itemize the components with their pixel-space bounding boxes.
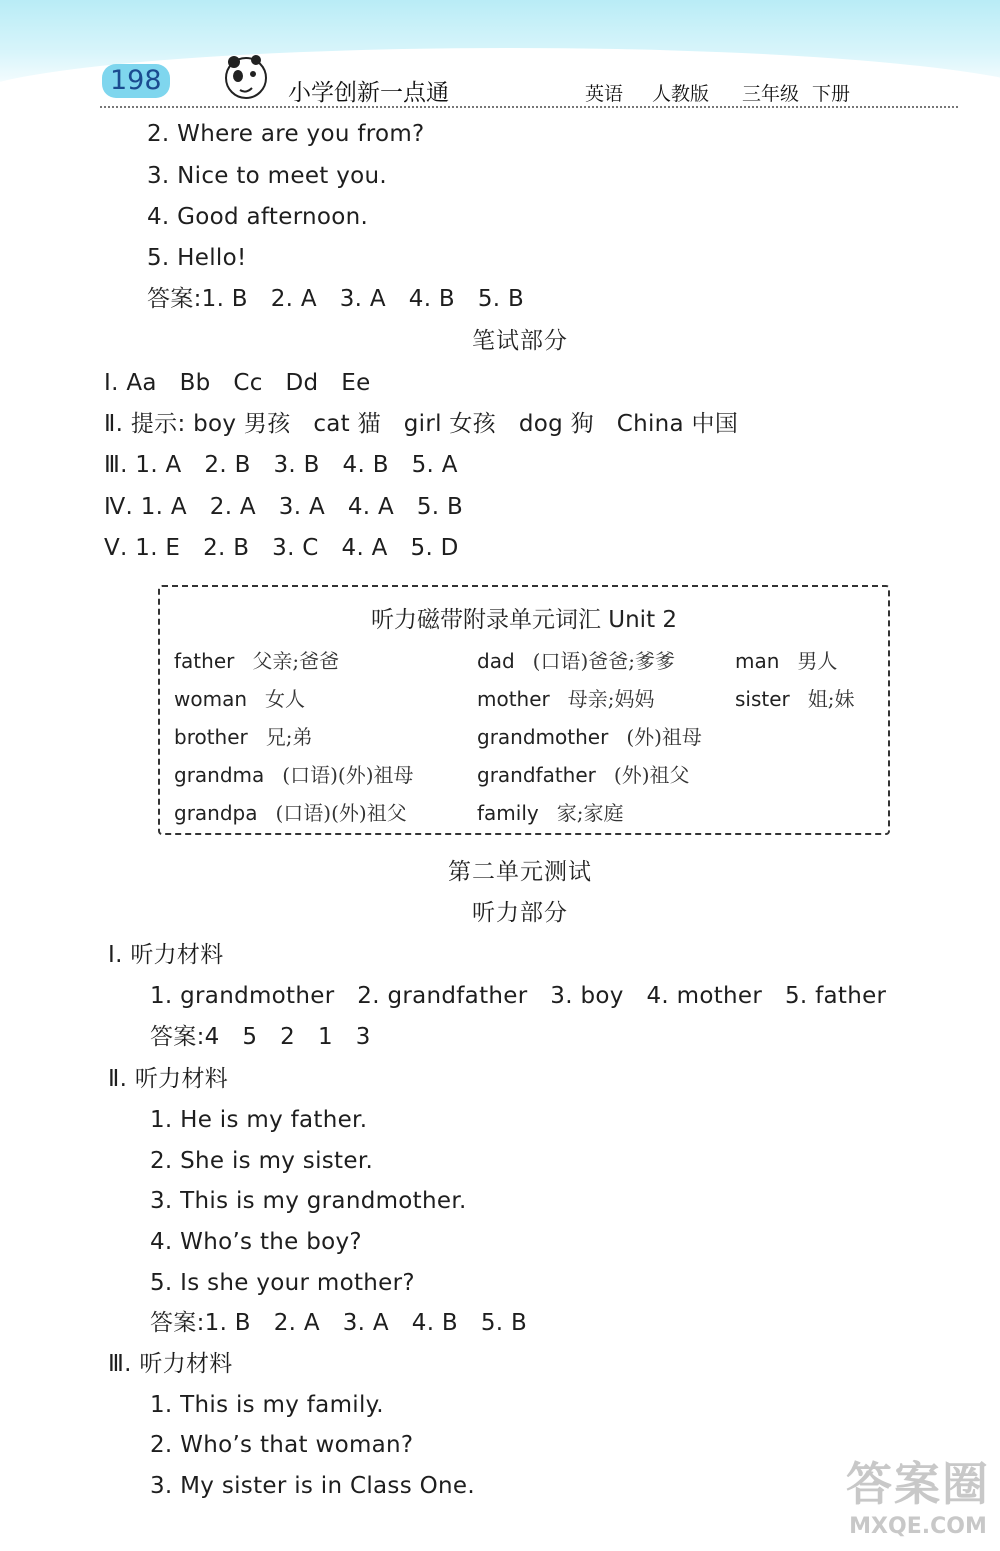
list-item: 4. Who’s the boy? bbox=[150, 1229, 362, 1255]
vocab-entry bbox=[174, 759, 414, 788]
section-heading bbox=[108, 1064, 228, 1094]
vocab-entry bbox=[174, 683, 305, 712]
roman-numeral: Ⅲ bbox=[108, 1351, 125, 1377]
watermark-logo-text: 答案圈 bbox=[846, 1457, 990, 1511]
vocab-entry bbox=[477, 759, 690, 788]
list-item: 3. This is my grandmother. bbox=[150, 1188, 467, 1214]
book-brand: 小学创新一点通 bbox=[288, 80, 449, 106]
unit-test-subtitle: 听力部分 bbox=[472, 900, 568, 926]
page-number: 198 bbox=[102, 64, 170, 98]
question-item bbox=[104, 368, 371, 398]
question-text: . 1. A 2. A 3. A 4. A 5. B bbox=[125, 494, 464, 520]
vocab-zh: (口语)(外)祖父 bbox=[275, 801, 407, 825]
list-item: 1. He is my father. bbox=[150, 1107, 368, 1133]
vocab-zh: 兄;弟 bbox=[265, 725, 313, 749]
list-item: 4. Good afternoon. bbox=[147, 204, 369, 230]
vocab-zh: 家;家庭 bbox=[556, 801, 624, 825]
vocab-zh: 父亲;爸爸 bbox=[252, 649, 340, 673]
section-heading bbox=[108, 940, 224, 970]
section-title: 笔试部分 bbox=[472, 328, 568, 354]
vocab-zh: 男人 bbox=[797, 649, 838, 673]
roman-numeral: Ⅳ bbox=[104, 494, 126, 520]
vocab-en: man bbox=[735, 649, 780, 673]
question-text: . Aa Bb Cc Dd Ee bbox=[111, 370, 371, 396]
question-item bbox=[104, 533, 459, 563]
vocab-zh: (口语)爸爸;爹爹 bbox=[532, 649, 675, 673]
vocab-en: grandpa bbox=[174, 801, 258, 825]
vocab-zh: 女人 bbox=[265, 687, 306, 711]
panda-mascot-icon bbox=[218, 48, 274, 104]
header-divider bbox=[100, 106, 958, 108]
vocab-entry bbox=[174, 645, 339, 674]
vocab-zh: 母亲;妈妈 bbox=[567, 687, 655, 711]
question-text: . 提示: boy 男孩 cat 猫 girl 女孩 dog 狗 China 中国 bbox=[115, 411, 739, 437]
vocab-en: dad bbox=[477, 649, 515, 673]
vocab-en: grandma bbox=[174, 763, 265, 787]
question-item bbox=[104, 450, 458, 480]
vocab-zh: (口语)(外)祖母 bbox=[282, 763, 414, 787]
vocab-entry bbox=[477, 797, 623, 826]
roman-numeral: Ⅰ bbox=[104, 370, 112, 396]
list-item: 1. This is my family. bbox=[150, 1392, 384, 1418]
answer-line: 答案:4 5 2 1 3 bbox=[150, 1024, 371, 1050]
unit-test-title: 第二单元测试 bbox=[448, 859, 592, 885]
roman-numeral: Ⅱ bbox=[104, 411, 116, 437]
vocab-box-title: 听力磁带附录单元词汇 Unit 2 bbox=[370, 607, 678, 633]
watermark-logo bbox=[846, 1448, 990, 1539]
question-item bbox=[104, 409, 738, 439]
question-text: . 1. A 2. B 3. B 4. B 5. A bbox=[120, 452, 458, 478]
answer-line: 答案:1. B 2. A 3. A 4. B 5. B bbox=[150, 1310, 528, 1336]
question-text: . 1. E 2. B 3. C 4. A 5. D bbox=[120, 535, 459, 561]
vocab-en: grandmother bbox=[477, 725, 609, 749]
vocab-entry bbox=[477, 683, 655, 712]
subject: 英语 bbox=[585, 83, 624, 105]
heading-text: . 听力材料 bbox=[115, 942, 224, 968]
vocab-zh: 姐;妹 bbox=[807, 687, 855, 711]
roman-numeral: Ⅰ bbox=[108, 942, 116, 968]
vocab-zh: (外)祖父 bbox=[613, 763, 690, 787]
vocab-en: father bbox=[174, 649, 235, 673]
vocab-en: mother bbox=[477, 687, 550, 711]
watermark-url: MXQE.COM bbox=[849, 1514, 987, 1539]
roman-numeral: Ⅲ bbox=[104, 452, 121, 478]
list-item: 2. Where are you from? bbox=[147, 121, 425, 147]
vocab-entry bbox=[174, 721, 313, 750]
vocab-box bbox=[158, 585, 890, 835]
vocab-entry bbox=[477, 721, 702, 750]
vocab-en: woman bbox=[174, 687, 248, 711]
question-item bbox=[104, 492, 463, 522]
vocab-entry bbox=[735, 645, 837, 674]
vocab-en: family bbox=[477, 801, 539, 825]
vocab-entry bbox=[735, 683, 855, 712]
list-item: 2. She is my sister. bbox=[150, 1148, 374, 1174]
list-item: 1. grandmother 2. grandfather 3. boy 4. mother 5. father bbox=[150, 983, 887, 1009]
list-item: 5. Hello! bbox=[147, 245, 247, 271]
answer-line: 答案:1. B 2. A 3. A 4. B 5. B bbox=[147, 286, 525, 312]
grade: 三年级 bbox=[742, 83, 800, 105]
roman-numeral: Ⅱ bbox=[108, 1066, 120, 1092]
list-item: 5. Is she your mother? bbox=[150, 1270, 415, 1296]
edition: 人教版 bbox=[652, 83, 710, 105]
vocab-entry bbox=[174, 797, 407, 826]
heading-text: . 听力材料 bbox=[124, 1351, 233, 1377]
heading-text: . 听力材料 bbox=[119, 1066, 229, 1092]
list-item: 3. Nice to meet you. bbox=[147, 163, 387, 189]
vocab-en: sister bbox=[735, 687, 790, 711]
roman-numeral: Ⅴ bbox=[104, 535, 121, 561]
section-heading bbox=[108, 1349, 233, 1379]
vocab-zh: (外)祖母 bbox=[626, 725, 702, 749]
list-item: 2. Who’s that woman? bbox=[150, 1432, 414, 1458]
vocab-en: grandfather bbox=[477, 763, 596, 787]
vocab-en: brother bbox=[174, 725, 248, 749]
list-item: 3. My sister is in Class One. bbox=[150, 1473, 475, 1499]
vocab-entry bbox=[477, 645, 675, 674]
volume: 下册 bbox=[812, 83, 851, 105]
